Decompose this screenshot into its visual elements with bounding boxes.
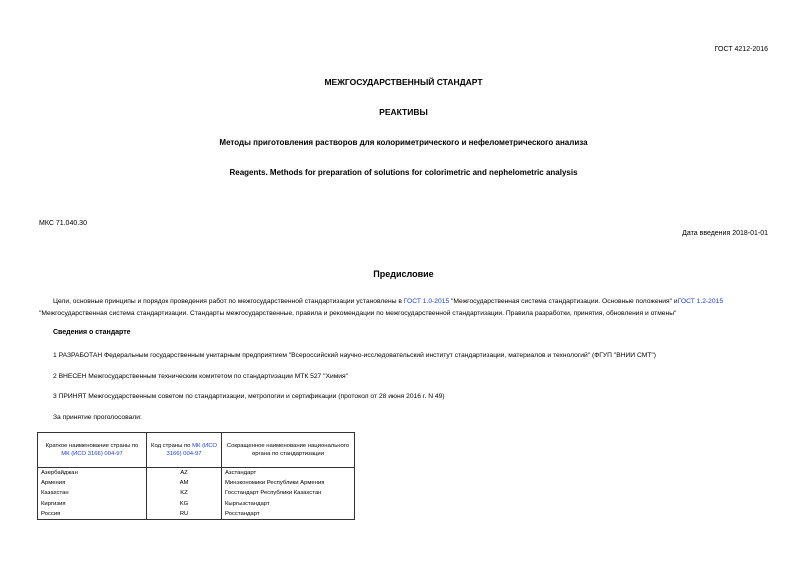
voting-countries-table: [37, 432, 355, 520]
country-cell: Армения: [38, 478, 147, 488]
code-cell: AM: [147, 478, 222, 488]
body-cell: Росстандарт: [222, 509, 355, 520]
title-english: Reagents. Methods for preparation of solutions for colorimetric and nephelometric analysis: [229, 168, 578, 177]
header-country-code: [147, 433, 222, 468]
code-cell: RU: [147, 509, 222, 520]
header-country-name: [38, 433, 147, 468]
table-header-row: [38, 433, 355, 468]
header-country-text: Краткое наименование страны по: [45, 443, 139, 449]
gost-1-2-link[interactable]: ГОСТ 1.2-2015: [677, 298, 724, 305]
header-standards-body: Сокращенное наименование национального органа по стандартизации: [222, 433, 355, 468]
foreword-heading: Предисловие: [373, 269, 434, 279]
body-cell: Минэкономики Республики Армения: [222, 478, 355, 488]
standard-info-heading: Сведения о стандарте: [53, 329, 131, 336]
country-cell: Азербайджан: [38, 468, 147, 479]
table-row: [38, 499, 355, 509]
code-cell: KG: [147, 499, 222, 509]
body-cell: Азстандарт: [222, 468, 355, 479]
subject-heading: РЕАКТИВЫ: [379, 107, 428, 117]
introduction-date: Дата введения 2018-01-01: [682, 230, 768, 237]
table-row: [38, 478, 355, 488]
info-item-voted: За принятие проголосовали:: [53, 414, 142, 421]
mk-iso-link-1[interactable]: МК (ИСО 3166) 004-97: [61, 451, 123, 457]
code-cell: KZ: [147, 488, 222, 498]
mks-code: МКС 71.040.30: [39, 220, 87, 227]
code-cell: AZ: [147, 468, 222, 479]
header-code-text: Код страны по: [151, 443, 193, 449]
info-item-developed: 1 РАЗРАБОТАН Федеральным государственным унитарным предприятием "Всероссийский научно-исследовательский институт стандартизации, материалов и технологий" (ФГУП "ВНИИ СМТ"): [53, 352, 656, 359]
info-item-adopted: 3 ПРИНЯТ Межгосударственным советом по стандартизации, метрологии и сертификации (протокол от 28 июня 2016 г. N 49): [53, 393, 445, 400]
info-item-submitted: 2 ВНЕСЕН Межгосударственным техническим комитетом по стандартизации МТК 527 "Химия": [53, 373, 349, 380]
body-cell: Кыргызстандарт: [222, 499, 355, 509]
table-row: [38, 488, 355, 498]
standard-type-heading: МЕЖГОСУДАРСТВЕННЫЙ СТАНДАРТ: [324, 77, 483, 87]
mk-iso-link-2[interactable]: МК (ИСО 3166) 004-97: [166, 443, 217, 457]
foreword-text-2: "Межгосударственная система стандартизации. Основные положения" и: [449, 298, 678, 305]
table-row: [38, 509, 355, 520]
gost-1-0-link[interactable]: ГОСТ 1.0-2015: [403, 298, 450, 305]
country-cell: Россия: [38, 509, 147, 520]
table-row: [38, 468, 355, 479]
country-cell: Киргизия: [38, 499, 147, 509]
title-russian: Методы приготовления растворов для колориметрического и нефелометрического анализа: [219, 138, 588, 147]
body-cell: Госстандарт Республики Казахстан: [222, 488, 355, 498]
foreword-text-1: Цели, основные принципы и порядок проведения работ по межгосударственной стандартизации установлены в: [53, 298, 404, 305]
document-number: ГОСТ 4212-2016: [714, 46, 768, 53]
foreword-text-3: "Межгосударственная система стандартизации. Стандарты межгосударственные, правила и рекомендации по межгосударственной стандартизации. Правила разработки, принятия, обновления и отмены": [39, 310, 677, 317]
foreword-paragraph: [39, 296, 769, 320]
country-cell: Казахстан: [38, 488, 147, 498]
